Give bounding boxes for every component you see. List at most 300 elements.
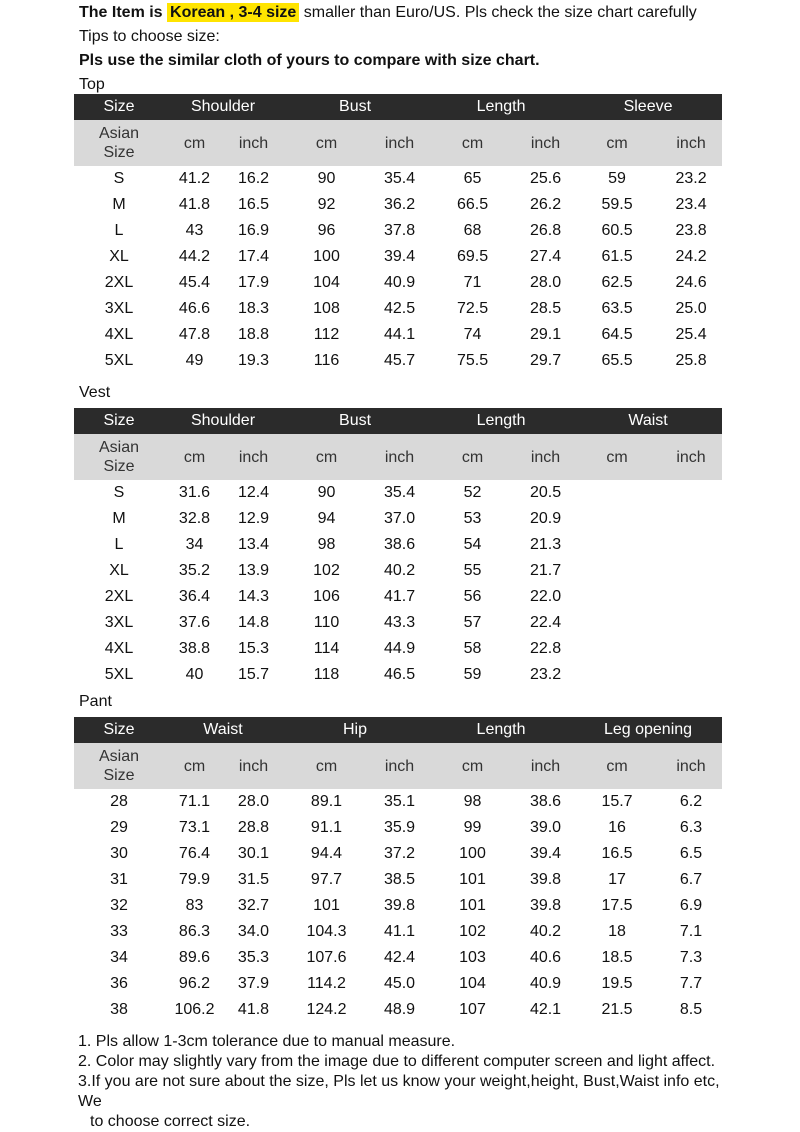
table-row (74, 945, 722, 971)
unit-inch: inch (225, 434, 282, 480)
measurement-cell: 32.7 (237, 897, 270, 914)
measurement-cell: 100 (313, 248, 340, 265)
table-row (74, 558, 722, 584)
top-size-table (74, 94, 722, 374)
measurement-cell: 106 (313, 588, 340, 605)
measurement-cell: 37.0 (383, 510, 416, 527)
measurement-cell: 26.2 (529, 196, 562, 213)
measurement-cell: 22.0 (529, 588, 562, 605)
measurement-cell: 24.6 (675, 274, 707, 291)
measurement-cell: 28.0 (529, 274, 562, 291)
measurement-cell: 44.1 (383, 326, 416, 343)
table-row (74, 789, 722, 815)
pant-header-row (74, 717, 722, 743)
measurement-cell: 98 (317, 536, 336, 553)
measurement-cell: 37.9 (237, 975, 270, 992)
measurement-cell: 39.8 (529, 871, 562, 888)
table-row (74, 919, 722, 945)
measurement-cell: 40 (185, 666, 204, 683)
measurement-cell: 99 (463, 819, 482, 836)
size-cell: 2XL (104, 588, 134, 605)
measurement-cell: 25.6 (529, 170, 562, 187)
measurement-cell: 104 (459, 975, 486, 992)
size-cell: 28 (110, 793, 128, 810)
size-cell: 5XL (104, 352, 134, 369)
measurement-cell: 72.5 (456, 300, 489, 317)
measurement-cell: 6.5 (679, 845, 703, 862)
unit-cm: cm (164, 434, 225, 480)
unit-cm: cm (428, 434, 517, 480)
measurement-cell (660, 610, 722, 636)
measurement-cell: 21.5 (601, 1001, 633, 1018)
measurement-cell: 104.3 (306, 923, 347, 940)
measurement-cell: 43.3 (383, 614, 416, 631)
table-row (74, 662, 722, 688)
measurement-cell (660, 506, 722, 532)
asian-size-label-line2: Size (103, 458, 135, 475)
asian-size-label (74, 743, 164, 789)
item-notice (79, 2, 697, 24)
asian-size-label-line2: Size (103, 144, 135, 161)
asian-size-label-line1: Asian (98, 125, 140, 142)
measurement-cell: 101 (459, 897, 486, 914)
measurement-cell: 43 (185, 222, 204, 239)
unit-cm: cm (428, 743, 517, 789)
size-cell: M (112, 196, 126, 213)
measurement-cell: 112 (313, 326, 340, 343)
unit-cm: cm (164, 743, 225, 789)
note-size-help-line2: to choose correct size. (90, 1113, 251, 1130)
measurement-cell: 69.5 (456, 248, 489, 265)
measurement-cell: 46.6 (178, 300, 211, 317)
vest-section-label: Vest (79, 384, 111, 401)
measurement-cell: 12.4 (237, 484, 270, 501)
measurement-cell: 19.5 (601, 975, 633, 992)
measurement-cell: 16 (608, 819, 626, 836)
size-cell: 38 (110, 1001, 128, 1018)
measurement-cell: 17.9 (237, 274, 270, 291)
table-row (74, 867, 722, 893)
measurement-cell: 92 (317, 196, 336, 213)
measurement-cell: 39.8 (529, 897, 562, 914)
pant-group-header: Hip (282, 717, 428, 743)
measurement-cell: 62.5 (601, 274, 633, 291)
measurement-cell: 41.8 (178, 196, 211, 213)
measurement-cell: 53 (463, 510, 482, 527)
vest-group-header: Length (428, 408, 574, 434)
measurement-cell (574, 480, 660, 506)
size-cell: 3XL (104, 614, 134, 631)
measurement-cell: 79.9 (178, 871, 211, 888)
measurement-cell: 35.9 (383, 819, 416, 836)
unit-inch: inch (371, 743, 428, 789)
measurement-cell: 41.1 (383, 923, 416, 940)
measurement-cell: 40.2 (383, 562, 416, 579)
asian-size-label-line1: Asian (98, 748, 140, 765)
size-cell: XL (109, 248, 129, 265)
measurement-cell: 23.4 (675, 196, 707, 213)
pant-unit-row (74, 743, 722, 789)
table-row (74, 893, 722, 919)
vest-unit-row (74, 434, 722, 480)
measurement-cell: 108 (313, 300, 340, 317)
table-row (74, 815, 722, 841)
unit-cm: cm (574, 434, 660, 480)
measurement-cell: 23.8 (675, 222, 707, 239)
measurement-cell: 55 (463, 562, 482, 579)
measurement-cell (574, 506, 660, 532)
notes-list (78, 1032, 738, 1132)
measurement-cell: 22.4 (529, 614, 562, 631)
size-cell: 5XL (104, 666, 134, 683)
measurement-cell: 20.9 (529, 510, 562, 527)
measurement-cell: 15.3 (237, 640, 270, 657)
size-cell: 31 (110, 871, 128, 888)
measurement-cell (574, 636, 660, 662)
measurement-cell: 36.4 (178, 588, 211, 605)
measurement-cell: 74 (463, 326, 482, 343)
measurement-cell: 37.8 (383, 222, 416, 239)
unit-inch: inch (660, 120, 722, 166)
measurement-cell: 26.8 (529, 222, 562, 239)
measurement-cell: 65 (463, 170, 482, 187)
measurement-cell: 86.3 (178, 923, 211, 940)
measurement-cell: 35.4 (383, 170, 416, 187)
unit-inch: inch (371, 120, 428, 166)
measurement-cell: 19.3 (237, 352, 270, 369)
measurement-cell: 37.6 (178, 614, 211, 631)
size-cell: L (114, 536, 124, 553)
korean-size-highlight: Korean , 3-4 size (167, 3, 299, 22)
measurement-cell: 59 (463, 666, 482, 683)
measurement-cell: 56 (463, 588, 482, 605)
measurement-cell: 100 (459, 845, 486, 862)
measurement-cell: 59.5 (601, 196, 633, 213)
measurement-cell: 14.8 (237, 614, 270, 631)
measurement-cell: 52 (463, 484, 482, 501)
table-row (74, 841, 722, 867)
size-cell: S (113, 484, 125, 501)
measurement-cell: 27.4 (529, 248, 562, 265)
measurement-cell: 39.4 (529, 845, 562, 862)
table-row (74, 480, 722, 506)
measurement-cell: 42.4 (383, 949, 416, 966)
unit-cm: cm (428, 120, 517, 166)
measurement-cell: 6.3 (679, 819, 703, 836)
measurement-cell: 106.2 (174, 1001, 215, 1018)
measurement-cell: 16.5 (601, 845, 633, 862)
unit-cm: cm (574, 743, 660, 789)
measurement-cell: 114 (313, 640, 340, 657)
measurement-cell: 7.3 (679, 949, 703, 966)
unit-cm: cm (282, 434, 371, 480)
measurement-cell: 45.0 (383, 975, 416, 992)
measurement-cell: 102 (313, 562, 340, 579)
measurement-cell: 44.2 (178, 248, 211, 265)
measurement-cell (574, 532, 660, 558)
measurement-cell: 59 (608, 170, 626, 187)
unit-inch: inch (517, 434, 574, 480)
measurement-cell (574, 610, 660, 636)
measurement-cell: 41.7 (383, 588, 416, 605)
compare-instruction: Pls use the similar cloth of yours to compare with size chart. (79, 52, 540, 69)
table-row (74, 610, 722, 636)
measurement-cell: 61.5 (601, 248, 633, 265)
unit-cm: cm (282, 120, 371, 166)
table-row (74, 584, 722, 610)
measurement-cell: 38.5 (383, 871, 416, 888)
measurement-cell: 63.5 (601, 300, 633, 317)
measurement-cell (660, 584, 722, 610)
measurement-cell: 8.5 (679, 1001, 703, 1018)
measurement-cell: 68 (463, 222, 482, 239)
measurement-cell: 49 (185, 352, 204, 369)
measurement-cell: 48.9 (383, 1001, 416, 1018)
measurement-cell: 14.3 (237, 588, 270, 605)
measurement-cell: 18.8 (237, 326, 270, 343)
measurement-cell: 23.2 (529, 666, 562, 683)
size-cell: L (114, 222, 124, 239)
pant-group-header: Waist (164, 717, 282, 743)
table-row (74, 322, 722, 348)
measurement-cell: 66.5 (456, 196, 489, 213)
unit-inch: inch (371, 434, 428, 480)
measurement-cell: 114.2 (307, 975, 346, 992)
measurement-cell (574, 558, 660, 584)
table-row (74, 296, 722, 322)
unit-inch: inch (517, 120, 574, 166)
measurement-cell: 96 (317, 222, 336, 239)
measurement-cell: 71 (463, 274, 482, 291)
measurement-cell (660, 636, 722, 662)
measurement-cell: 40.6 (529, 949, 562, 966)
measurement-cell: 89.1 (310, 793, 343, 810)
measurement-cell: 31.5 (237, 871, 270, 888)
size-cell: 30 (110, 845, 128, 862)
measurement-cell: 7.7 (679, 975, 703, 992)
measurement-cell: 94 (317, 510, 336, 527)
measurement-cell: 101 (459, 871, 486, 888)
top-header-row (74, 94, 722, 120)
measurement-cell: 110 (313, 614, 340, 631)
top-group-header: Shoulder (164, 94, 282, 120)
measurement-cell: 12.9 (237, 510, 270, 527)
measurement-cell: 16.5 (237, 196, 270, 213)
measurement-cell: 75.5 (456, 352, 489, 369)
table-row (74, 166, 722, 192)
measurement-cell: 97.7 (310, 871, 343, 888)
measurement-cell: 30.1 (237, 845, 270, 862)
measurement-cell: 23.2 (675, 170, 707, 187)
top-group-header: Length (428, 94, 574, 120)
measurement-cell: 20.5 (529, 484, 562, 501)
item-notice-rest: smaller than Euro/US. Pls check the size chart carefully (299, 4, 697, 21)
measurement-cell: 116 (313, 352, 340, 369)
table-row (74, 971, 722, 997)
size-cell: 3XL (104, 300, 134, 317)
measurement-cell (660, 558, 722, 584)
measurement-cell: 41.2 (178, 170, 211, 187)
measurement-cell: 44.9 (383, 640, 416, 657)
vest-header-row (74, 408, 722, 434)
size-cell: S (113, 170, 125, 187)
top-unit-row (74, 120, 722, 166)
measurement-cell: 29.1 (529, 326, 562, 343)
measurement-cell: 118 (313, 666, 340, 683)
table-row (74, 218, 722, 244)
measurement-cell: 28.0 (237, 793, 270, 810)
measurement-cell: 39.8 (383, 897, 416, 914)
table-row (74, 270, 722, 296)
measurement-cell: 73.1 (178, 819, 211, 836)
measurement-cell: 46.5 (383, 666, 416, 683)
measurement-cell: 21.3 (529, 536, 562, 553)
measurement-cell: 96.2 (178, 975, 211, 992)
size-cell: 29 (110, 819, 128, 836)
measurement-cell: 37.2 (383, 845, 416, 862)
measurement-cell (660, 532, 722, 558)
measurement-cell: 102 (459, 923, 486, 940)
measurement-cell: 18.5 (601, 949, 633, 966)
measurement-cell: 35.4 (383, 484, 416, 501)
unit-inch: inch (660, 743, 722, 789)
measurement-cell: 40.9 (383, 274, 416, 291)
measurement-cell: 101 (313, 897, 340, 914)
measurement-cell: 76.4 (178, 845, 211, 862)
measurement-cell: 47.8 (178, 326, 211, 343)
table-row (74, 506, 722, 532)
measurement-cell: 16.9 (237, 222, 270, 239)
measurement-cell: 38.6 (529, 793, 562, 810)
measurement-cell: 13.9 (237, 562, 270, 579)
vest-size-table (74, 408, 722, 688)
size-cell: 32 (110, 897, 128, 914)
measurement-cell: 25.4 (675, 326, 707, 343)
measurement-cell: 17.5 (601, 897, 633, 914)
measurement-cell: 28.5 (529, 300, 562, 317)
vest-group-header: Shoulder (164, 408, 282, 434)
measurement-cell: 35.1 (383, 793, 416, 810)
size-cell: 4XL (104, 640, 134, 657)
pant-section-label: Pant (79, 693, 112, 710)
measurement-cell: 64.5 (601, 326, 633, 343)
unit-inch: inch (225, 120, 282, 166)
measurement-cell: 18.3 (237, 300, 270, 317)
measurement-cell: 83 (185, 897, 204, 914)
table-row (74, 997, 722, 1023)
measurement-cell: 45.7 (383, 352, 416, 369)
measurement-cell: 94.4 (310, 845, 343, 862)
size-cell: M (112, 510, 126, 527)
measurement-cell: 42.5 (383, 300, 416, 317)
asian-size-label (74, 434, 164, 480)
measurement-cell: 41.8 (237, 1001, 270, 1018)
table-row (74, 636, 722, 662)
measurement-cell: 45.4 (178, 274, 211, 291)
measurement-cell: 39.4 (383, 248, 416, 265)
measurement-cell: 40.9 (529, 975, 562, 992)
pant-group-header: Length (428, 717, 574, 743)
unit-inch: inch (660, 434, 722, 480)
table-row (74, 532, 722, 558)
size-cell: XL (109, 562, 129, 579)
unit-cm: cm (282, 743, 371, 789)
vest-group-header: Waist (574, 408, 722, 434)
measurement-cell: 124.2 (306, 1001, 347, 1018)
measurement-cell: 65.5 (601, 352, 633, 369)
measurement-cell (660, 480, 722, 506)
measurement-cell: 15.7 (237, 666, 270, 683)
size-column-header: Size (74, 94, 164, 120)
measurement-cell: 6.2 (679, 793, 703, 810)
measurement-cell: 17 (608, 871, 626, 888)
size-cell: 2XL (104, 274, 134, 291)
measurement-cell: 71.1 (178, 793, 211, 810)
size-cell: 36 (110, 975, 128, 992)
measurement-cell: 25.8 (675, 352, 707, 369)
measurement-cell: 107.6 (306, 949, 347, 966)
note-color: 2. Color may slightly vary from the image due to different computer screen and light affect. (78, 1053, 716, 1070)
top-group-header: Bust (282, 94, 428, 120)
note-size-help (78, 1072, 738, 1132)
pant-group-header: Leg opening (574, 717, 722, 743)
measurement-cell: 32.8 (178, 510, 211, 527)
measurement-cell: 57 (463, 614, 482, 631)
table-row (74, 348, 722, 374)
measurement-cell: 7.1 (679, 923, 703, 940)
vest-group-header: Bust (282, 408, 428, 434)
measurement-cell: 36.2 (383, 196, 416, 213)
size-cell: 4XL (104, 326, 134, 343)
measurement-cell: 40.2 (529, 923, 562, 940)
asian-size-label-line2: Size (103, 767, 135, 784)
top-section-label: Top (79, 76, 105, 93)
measurement-cell: 90 (317, 484, 336, 501)
measurement-cell: 18 (608, 923, 626, 940)
measurement-cell: 13.4 (237, 536, 270, 553)
measurement-cell: 24.2 (675, 248, 707, 265)
measurement-cell: 22.8 (529, 640, 562, 657)
measurement-cell: 90 (317, 170, 336, 187)
measurement-cell: 31.6 (178, 484, 211, 501)
size-cell: 34 (110, 949, 128, 966)
table-row (74, 192, 722, 218)
measurement-cell: 34 (185, 536, 204, 553)
measurement-cell: 25.0 (675, 300, 707, 317)
asian-size-label-line1: Asian (98, 439, 140, 456)
measurement-cell: 16.2 (237, 170, 270, 187)
measurement-cell: 107 (459, 1001, 486, 1018)
note-tolerance: 1. Pls allow 1-3cm tolerance due to manual measure. (78, 1033, 456, 1050)
unit-inch: inch (517, 743, 574, 789)
tips-heading: Tips to choose size: (79, 28, 220, 45)
measurement-cell: 35.3 (237, 949, 270, 966)
pant-size-table (74, 717, 722, 1023)
measurement-cell (660, 662, 722, 688)
measurement-cell: 89.6 (178, 949, 211, 966)
measurement-cell: 38.8 (178, 640, 211, 657)
measurement-cell: 42.1 (529, 1001, 562, 1018)
measurement-cell: 60.5 (601, 222, 633, 239)
asian-size-label (74, 120, 164, 166)
measurement-cell: 17.4 (237, 248, 270, 265)
measurement-cell: 104 (313, 274, 340, 291)
measurement-cell: 91.1 (310, 819, 343, 836)
unit-inch: inch (225, 743, 282, 789)
size-column-header: Size (74, 717, 164, 743)
measurement-cell: 54 (463, 536, 482, 553)
item-notice-lead: The Item is (79, 4, 168, 21)
